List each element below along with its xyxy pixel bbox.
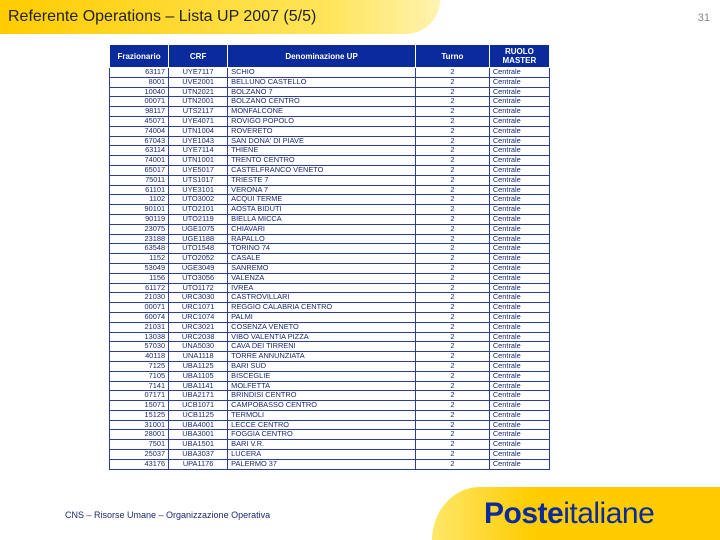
table-row (110, 440, 550, 450)
cell-turno: 2 (415, 322, 489, 332)
cell-ruolo-master: Centrale (489, 459, 549, 469)
cell-denominazione: ACQUI TERME (228, 195, 416, 205)
table-row (110, 410, 550, 420)
cell-crf: UTO1548 (169, 244, 228, 254)
cell-ruolo-master: Centrale (489, 234, 549, 244)
cell-ruolo-master: Centrale (489, 450, 549, 460)
cell-frazionario: 15071 (110, 401, 169, 411)
cell-frazionario: 63117 (110, 68, 169, 78)
cell-denominazione: SANREMO (228, 263, 416, 273)
cell-ruolo-master: Centrale (489, 126, 549, 136)
cell-crf: UNA5030 (169, 342, 228, 352)
cell-ruolo-master: Centrale (489, 430, 549, 440)
cell-denominazione: CHIAVARI (228, 224, 416, 234)
cell-denominazione: VERONA 7 (228, 185, 416, 195)
cell-turno: 2 (415, 68, 489, 78)
cell-frazionario: 00071 (110, 303, 169, 313)
cell-ruolo-master: Centrale (489, 312, 549, 322)
cell-denominazione: BOLZANO 7 (228, 87, 416, 97)
cell-crf: UTN1001 (169, 156, 228, 166)
cell-crf: UBA1141 (169, 381, 228, 391)
cell-frazionario: 25037 (110, 450, 169, 460)
cell-ruolo-master: Centrale (489, 156, 549, 166)
cell-turno: 2 (415, 293, 489, 303)
cell-crf: UBA1125 (169, 361, 228, 371)
cell-frazionario: 63548 (110, 244, 169, 254)
table-row (110, 283, 550, 293)
table-row (110, 195, 550, 205)
cell-ruolo-master: Centrale (489, 361, 549, 371)
cell-crf: UTO2119 (169, 214, 228, 224)
cell-ruolo-master: Centrale (489, 254, 549, 264)
cell-turno: 2 (415, 420, 489, 430)
cell-frazionario: 31001 (110, 420, 169, 430)
column-header-ruolo-master: RUOLO MASTER (489, 45, 549, 68)
cell-crf: UTO2101 (169, 205, 228, 215)
cell-turno: 2 (415, 263, 489, 273)
table-row (110, 87, 550, 97)
table-body (110, 68, 550, 470)
table-row (110, 332, 550, 342)
cell-denominazione: COSENZA VENETO (228, 322, 416, 332)
cell-ruolo-master: Centrale (489, 107, 549, 117)
table-row (110, 214, 550, 224)
cell-crf: URC3021 (169, 322, 228, 332)
cell-crf: UCB1071 (169, 401, 228, 411)
cell-frazionario: 75011 (110, 175, 169, 185)
cell-turno: 2 (415, 146, 489, 156)
cell-frazionario: 57030 (110, 342, 169, 352)
cell-denominazione: FOGGIA CENTRO (228, 430, 416, 440)
cell-ruolo-master: Centrale (489, 303, 549, 313)
table-row (110, 303, 550, 313)
cell-turno: 2 (415, 410, 489, 420)
cell-denominazione: BARI SUD (228, 361, 416, 371)
cell-turno: 2 (415, 205, 489, 215)
table-row (110, 381, 550, 391)
table-row (110, 450, 550, 460)
cell-frazionario: 7105 (110, 371, 169, 381)
cell-turno: 2 (415, 136, 489, 146)
cell-denominazione: LUCERA (228, 450, 416, 460)
cell-denominazione: TORINO 74 (228, 244, 416, 254)
cell-denominazione: CASTELFRANCO VENETO (228, 165, 416, 175)
cell-crf: UGE3049 (169, 263, 228, 273)
cell-crf: UBA3001 (169, 430, 228, 440)
footer-text: CNS – Risorse Umane – Organizzazione Operativa (65, 510, 271, 520)
cell-crf: UTS1017 (169, 175, 228, 185)
cell-frazionario: 28001 (110, 430, 169, 440)
cell-crf: UTS2117 (169, 107, 228, 117)
cell-crf: URC1074 (169, 312, 228, 322)
cell-crf: UTO3056 (169, 273, 228, 283)
cell-frazionario: 53049 (110, 263, 169, 273)
cell-ruolo-master: Centrale (489, 352, 549, 362)
cell-turno: 2 (415, 195, 489, 205)
cell-crf: UVE2001 (169, 77, 228, 87)
cell-turno: 2 (415, 156, 489, 166)
cell-turno: 2 (415, 401, 489, 411)
cell-denominazione: CAMPOBASSO CENTRO (228, 401, 416, 411)
cell-crf: UBA1105 (169, 371, 228, 381)
cell-turno: 2 (415, 361, 489, 371)
cell-frazionario: 07171 (110, 391, 169, 401)
table-row (110, 401, 550, 411)
cell-crf: URC2038 (169, 332, 228, 342)
cell-frazionario: 10040 (110, 87, 169, 97)
cell-crf: UBA1501 (169, 440, 228, 450)
cell-turno: 2 (415, 175, 489, 185)
cell-denominazione: RAPALLO (228, 234, 416, 244)
cell-turno: 2 (415, 107, 489, 117)
cell-frazionario: 21030 (110, 293, 169, 303)
table-row (110, 263, 550, 273)
cell-frazionario: 43176 (110, 459, 169, 469)
cell-frazionario: 40118 (110, 352, 169, 362)
cell-turno: 2 (415, 244, 489, 254)
cell-denominazione: BARI V.R. (228, 440, 416, 450)
cell-crf: UCB1125 (169, 410, 228, 420)
cell-denominazione: PALMI (228, 312, 416, 322)
cell-crf: UNA1118 (169, 352, 228, 362)
table-row (110, 254, 550, 264)
cell-turno: 2 (415, 97, 489, 107)
cell-denominazione: VALENZA (228, 273, 416, 283)
cell-turno: 2 (415, 459, 489, 469)
cell-ruolo-master: Centrale (489, 146, 549, 156)
cell-turno: 2 (415, 77, 489, 87)
cell-frazionario: 00071 (110, 97, 169, 107)
cell-frazionario: 61172 (110, 283, 169, 293)
cell-frazionario: 1102 (110, 195, 169, 205)
cell-frazionario: 98117 (110, 107, 169, 117)
page-title: Referente Operations – Lista UP 2007 (5/5) (8, 8, 317, 25)
cell-turno: 2 (415, 165, 489, 175)
cell-denominazione: AOSTA BIDUTI (228, 205, 416, 215)
cell-turno: 2 (415, 254, 489, 264)
cell-turno: 2 (415, 273, 489, 283)
table-row (110, 77, 550, 87)
cell-frazionario: 63114 (110, 146, 169, 156)
cell-denominazione: CASTROVILLARI (228, 293, 416, 303)
cell-crf: UTO3002 (169, 195, 228, 205)
table-row (110, 293, 550, 303)
logo-bold-text: Poste (484, 497, 564, 530)
cell-frazionario: 61101 (110, 185, 169, 195)
cell-turno: 2 (415, 234, 489, 244)
cell-ruolo-master: Centrale (489, 165, 549, 175)
cell-denominazione: TERMOLI (228, 410, 416, 420)
cell-denominazione: ROVERETO (228, 126, 416, 136)
cell-turno: 2 (415, 185, 489, 195)
cell-frazionario: 74001 (110, 156, 169, 166)
cell-denominazione: MOLFETTA (228, 381, 416, 391)
cell-ruolo-master: Centrale (489, 214, 549, 224)
table-row (110, 205, 550, 215)
cell-frazionario: 90119 (110, 214, 169, 224)
cell-frazionario: 60074 (110, 312, 169, 322)
column-header-frazionario: Frazionario (110, 45, 169, 68)
cell-ruolo-master: Centrale (489, 205, 549, 215)
cell-crf: UYE7117 (169, 68, 228, 78)
cell-frazionario: 13038 (110, 332, 169, 342)
table-row (110, 126, 550, 136)
cell-turno: 2 (415, 381, 489, 391)
table-row (110, 361, 550, 371)
cell-ruolo-master: Centrale (489, 263, 549, 273)
cell-frazionario: 15125 (110, 410, 169, 420)
cell-crf: UTN1004 (169, 126, 228, 136)
cell-turno: 2 (415, 214, 489, 224)
cell-crf: UBA4001 (169, 420, 228, 430)
cell-ruolo-master: Centrale (489, 195, 549, 205)
cell-denominazione: IVREA (228, 283, 416, 293)
table-row (110, 175, 550, 185)
cell-denominazione: THIENE (228, 146, 416, 156)
table-row (110, 146, 550, 156)
cell-denominazione: ROVIGO POPOLO (228, 116, 416, 126)
table-row (110, 136, 550, 146)
cell-ruolo-master: Centrale (489, 332, 549, 342)
cell-frazionario: 90101 (110, 205, 169, 215)
cell-ruolo-master: Centrale (489, 136, 549, 146)
cell-denominazione: BOLZANO CENTRO (228, 97, 416, 107)
cell-turno: 2 (415, 87, 489, 97)
cell-crf: UPA1176 (169, 459, 228, 469)
cell-frazionario: 21031 (110, 322, 169, 332)
cell-ruolo-master: Centrale (489, 381, 549, 391)
table-row (110, 459, 550, 469)
table-row (110, 165, 550, 175)
cell-ruolo-master: Centrale (489, 440, 549, 450)
cell-turno: 2 (415, 126, 489, 136)
table-row (110, 156, 550, 166)
cell-frazionario: 65017 (110, 165, 169, 175)
cell-crf: UTO1172 (169, 283, 228, 293)
cell-turno: 2 (415, 371, 489, 381)
table-row (110, 312, 550, 322)
table-row (110, 352, 550, 362)
cell-turno: 2 (415, 391, 489, 401)
cell-crf: UYE1043 (169, 136, 228, 146)
cell-denominazione: SCHIO (228, 68, 416, 78)
table-row (110, 322, 550, 332)
logo-regular-text: italiane (563, 497, 655, 530)
cell-ruolo-master: Centrale (489, 87, 549, 97)
cell-crf: UYE3101 (169, 185, 228, 195)
cell-frazionario: 45071 (110, 116, 169, 126)
cell-denominazione: SAN DONA' DI PIAVE (228, 136, 416, 146)
cell-frazionario: 7125 (110, 361, 169, 371)
cell-crf: UYE5017 (169, 165, 228, 175)
table-row (110, 224, 550, 234)
cell-ruolo-master: Centrale (489, 420, 549, 430)
cell-turno: 2 (415, 224, 489, 234)
cell-crf: URC3030 (169, 293, 228, 303)
cell-crf: UBA2171 (169, 391, 228, 401)
column-header-turno: Turno (415, 45, 489, 68)
cell-denominazione: CASALE (228, 254, 416, 264)
cell-denominazione: TRIESTE 7 (228, 175, 416, 185)
cell-denominazione: BRINDISI CENTRO (228, 391, 416, 401)
cell-ruolo-master: Centrale (489, 342, 549, 352)
cell-denominazione: BIELLA MICCA (228, 214, 416, 224)
cell-turno: 2 (415, 430, 489, 440)
column-header-denominazione: Denominazione UP (228, 45, 416, 68)
cell-turno: 2 (415, 312, 489, 322)
cell-denominazione: LECCE CENTRO (228, 420, 416, 430)
cell-turno: 2 (415, 332, 489, 342)
cell-frazionario: 23075 (110, 224, 169, 234)
cell-frazionario: 7141 (110, 381, 169, 391)
table-row (110, 68, 550, 78)
table-row (110, 116, 550, 126)
up-list-table (109, 44, 550, 470)
cell-denominazione: CAVA DEI TIRRENI (228, 342, 416, 352)
cell-frazionario: 23188 (110, 234, 169, 244)
cell-frazionario: 74004 (110, 126, 169, 136)
cell-crf: UTO2052 (169, 254, 228, 264)
cell-denominazione: VIBO VALENTIA PIZZA (228, 332, 416, 342)
cell-frazionario: 7501 (110, 440, 169, 450)
table-header-row (110, 45, 550, 68)
cell-turno: 2 (415, 440, 489, 450)
page-number: 31 (697, 12, 710, 24)
cell-ruolo-master: Centrale (489, 410, 549, 420)
cell-frazionario: 67043 (110, 136, 169, 146)
cell-denominazione: PALERMO 37 (228, 459, 416, 469)
cell-ruolo-master: Centrale (489, 391, 549, 401)
cell-frazionario: 1152 (110, 254, 169, 264)
cell-denominazione: REGGIO CALABRIA CENTRO (228, 303, 416, 313)
table-row (110, 273, 550, 283)
table-row (110, 97, 550, 107)
table-row (110, 185, 550, 195)
cell-turno: 2 (415, 303, 489, 313)
cell-crf: UYE7114 (169, 146, 228, 156)
cell-ruolo-master: Centrale (489, 77, 549, 87)
cell-frazionario: 8001 (110, 77, 169, 87)
table-row (110, 342, 550, 352)
cell-ruolo-master: Centrale (489, 283, 549, 293)
cell-turno: 2 (415, 352, 489, 362)
cell-denominazione: BISCEGLIE (228, 371, 416, 381)
cell-frazionario: 1156 (110, 273, 169, 283)
table-row (110, 430, 550, 440)
cell-denominazione: TRENTO CENTRO (228, 156, 416, 166)
table-row (110, 391, 550, 401)
table-row (110, 244, 550, 254)
cell-crf: UBA3037 (169, 450, 228, 460)
poste-italiane-logo (484, 497, 654, 531)
table-row (110, 371, 550, 381)
cell-ruolo-master: Centrale (489, 401, 549, 411)
table-row (110, 107, 550, 117)
cell-ruolo-master: Centrale (489, 97, 549, 107)
cell-ruolo-master: Centrale (489, 185, 549, 195)
cell-turno: 2 (415, 116, 489, 126)
cell-ruolo-master: Centrale (489, 116, 549, 126)
cell-crf: UTN2021 (169, 87, 228, 97)
cell-crf: URC1071 (169, 303, 228, 313)
cell-denominazione: BELLUNO CASTELLO (228, 77, 416, 87)
cell-crf: UGE1188 (169, 234, 228, 244)
cell-ruolo-master: Centrale (489, 224, 549, 234)
cell-turno: 2 (415, 450, 489, 460)
table-row (110, 234, 550, 244)
cell-ruolo-master: Centrale (489, 273, 549, 283)
cell-ruolo-master: Centrale (489, 322, 549, 332)
cell-turno: 2 (415, 342, 489, 352)
cell-crf: UYE4071 (169, 116, 228, 126)
cell-ruolo-master: Centrale (489, 68, 549, 78)
cell-denominazione: MONFALCONE (228, 107, 416, 117)
cell-crf: UGE1075 (169, 224, 228, 234)
cell-turno: 2 (415, 283, 489, 293)
cell-denominazione: TORRE ANNUNZIATA (228, 352, 416, 362)
column-header-crf: CRF (169, 45, 228, 68)
cell-ruolo-master: Centrale (489, 371, 549, 381)
cell-ruolo-master: Centrale (489, 244, 549, 254)
cell-ruolo-master: Centrale (489, 293, 549, 303)
table-row (110, 420, 550, 430)
cell-crf: UTN2001 (169, 97, 228, 107)
cell-ruolo-master: Centrale (489, 175, 549, 185)
